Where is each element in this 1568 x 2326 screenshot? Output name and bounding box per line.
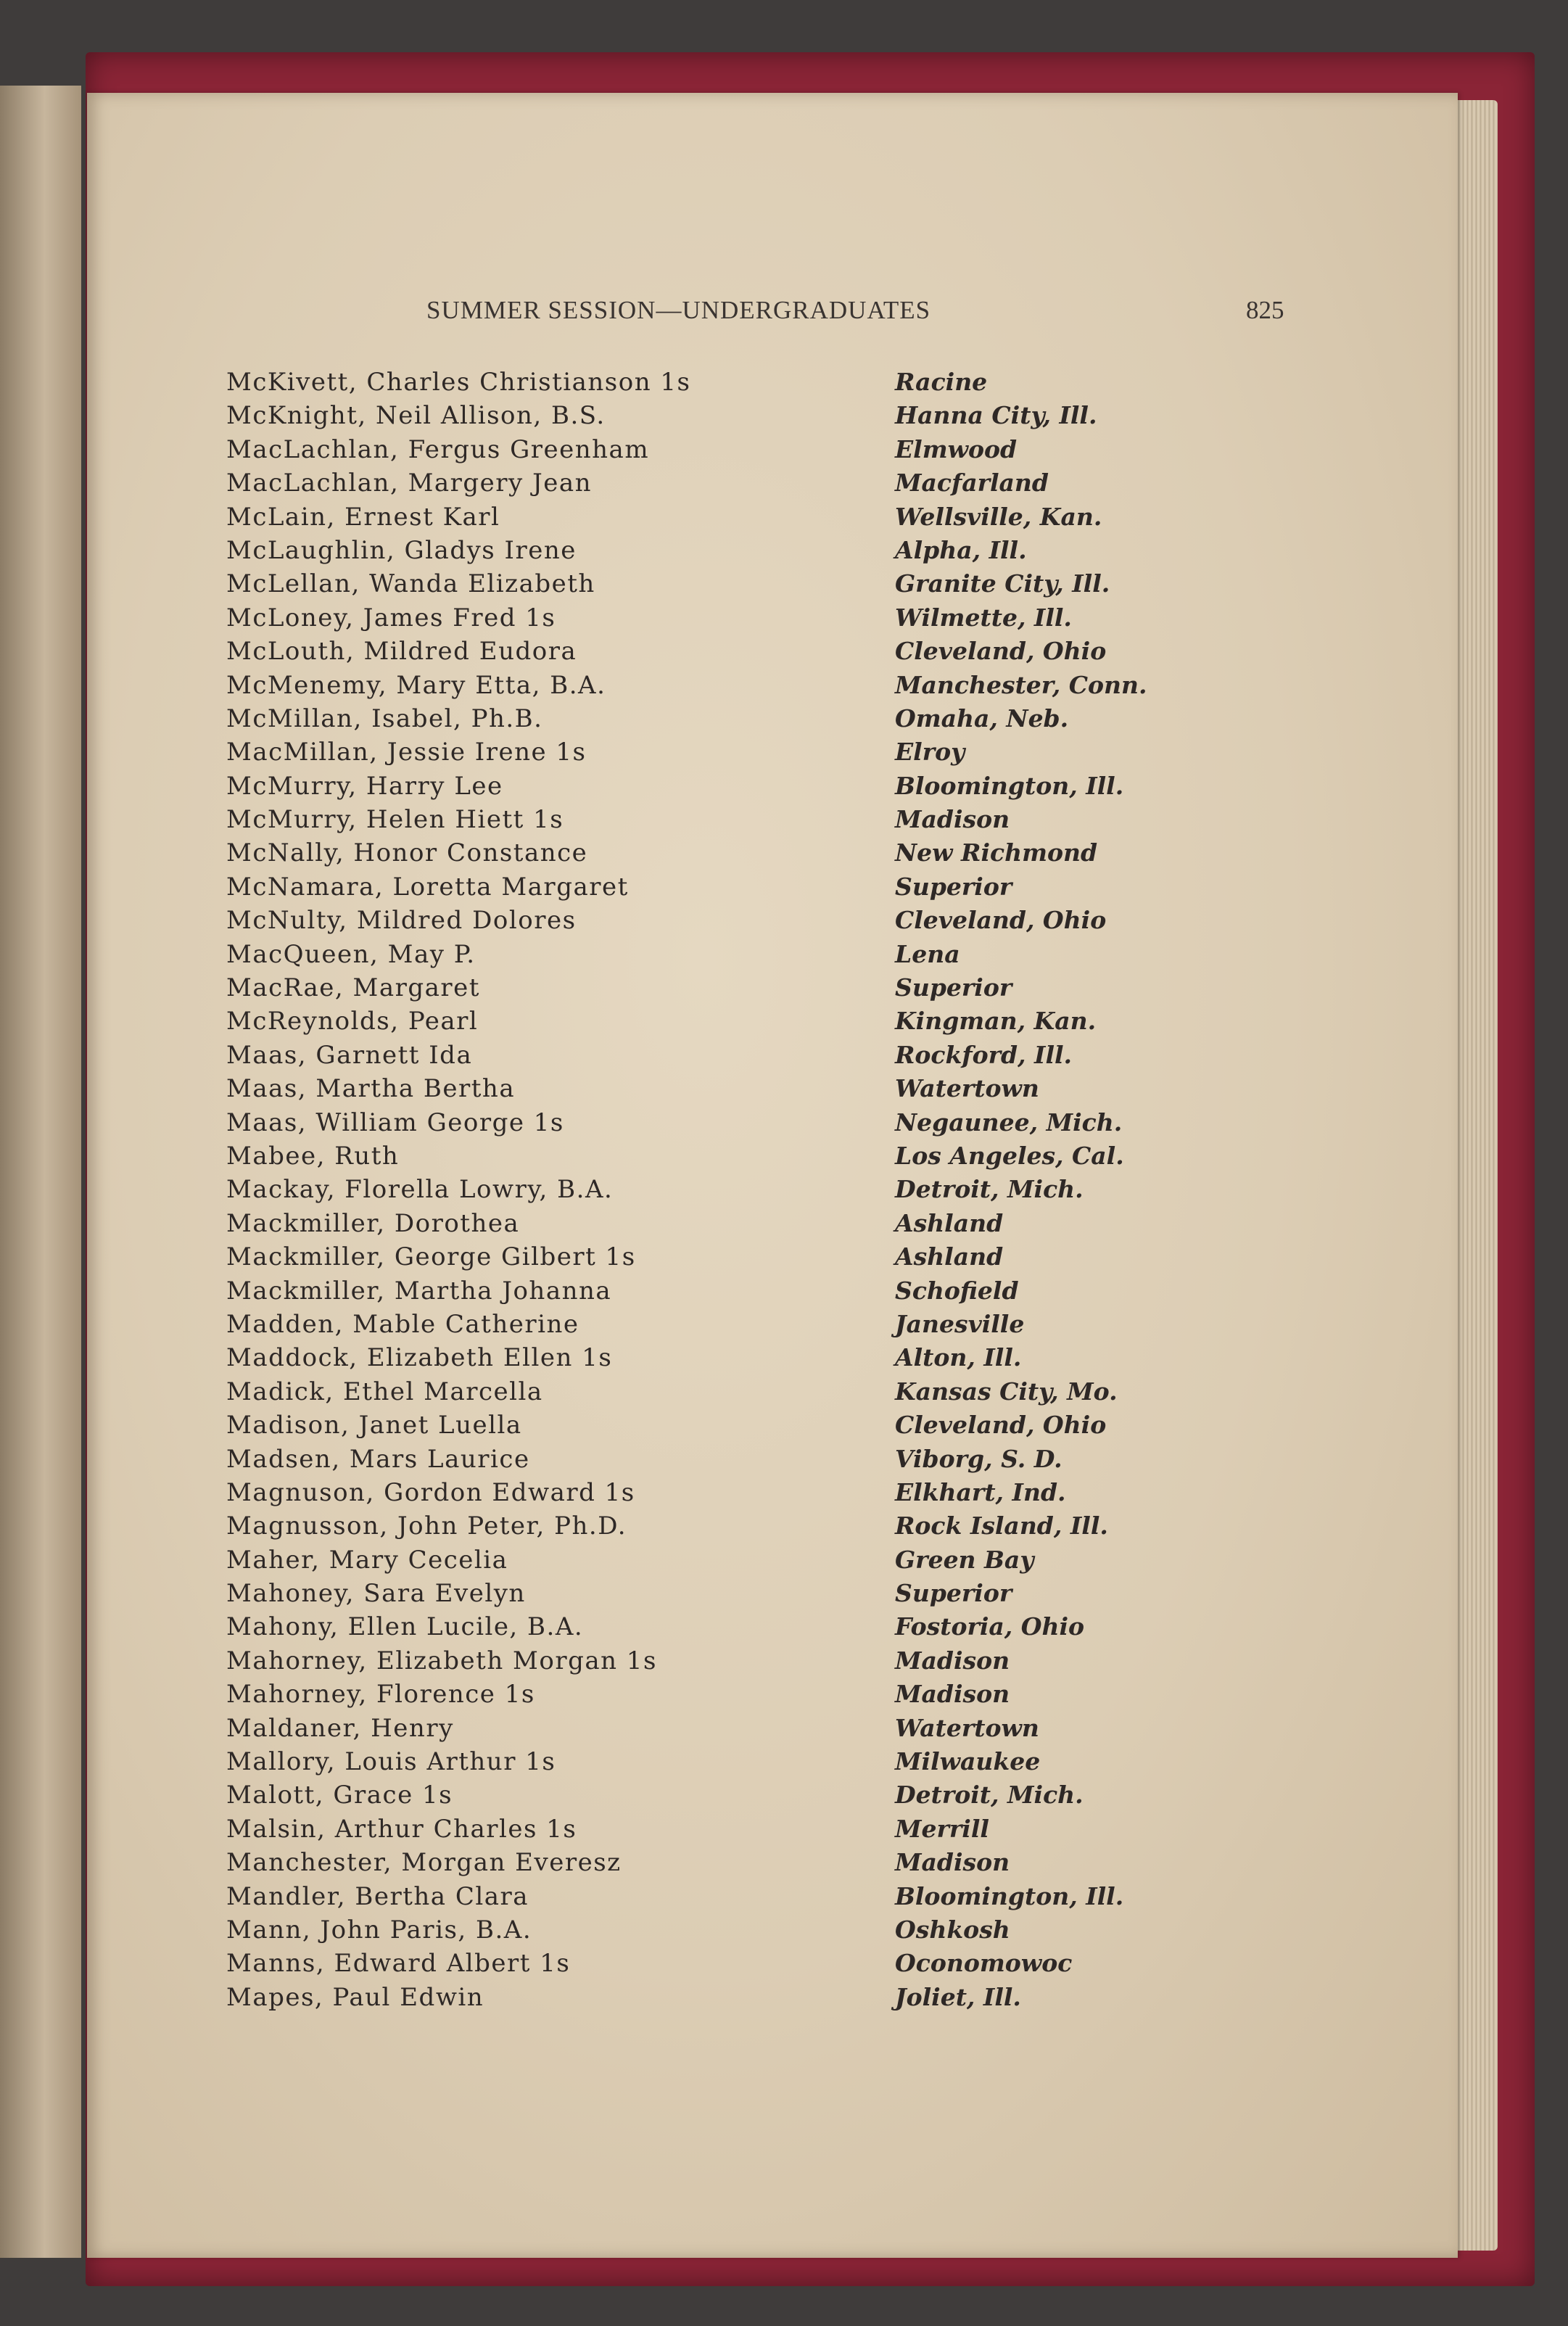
list-item [226,1443,1372,1476]
student-name: McNally, Honor Constance [226,838,588,868]
student-name: Maher, Mary Cecelia [226,1545,508,1575]
hometown: Oconomowoc [895,1949,1073,1978]
student-name: Magnusson, John Peter, Ph.D. [226,1512,627,1541]
list-item [226,1274,1372,1308]
hometown: Alpha, Ill. [895,535,1027,564]
hometown: Cleveland, Ohio [895,637,1107,666]
list-item [226,466,1372,500]
list-item [226,904,1372,937]
hometown: Bloomington, Ill. [895,1881,1124,1910]
hometown: Madison [895,1848,1010,1877]
student-name: Mahony, Ellen Lucile, B.A. [226,1612,584,1642]
list-item [226,1812,1372,1846]
student-name: McKnight, Neil Allison, B.S. [226,401,606,431]
student-name: Maddock, Elizabeth Ellen 1s [226,1343,613,1373]
hometown: Madison [895,1680,1010,1709]
hometown: Rockford, Ill. [895,1040,1073,1069]
entry-list [226,366,1372,2014]
hometown: Schofield [895,1276,1019,1305]
student-name: McMillan, Isabel, Ph.B. [226,704,543,733]
list-item [226,1543,1372,1577]
list-item [226,1173,1372,1206]
list-item [226,1375,1372,1409]
hometown: Elkhart, Ind. [895,1477,1066,1506]
hometown: Omaha, Neb. [895,704,1069,733]
student-name: Mahorney, Florence 1s [226,1680,535,1710]
hometown: Fostoria, Ohio [895,1612,1085,1641]
hometown: Madison [895,805,1010,834]
student-name: Mahorney, Elizabeth Morgan 1s [226,1646,657,1675]
list-item [226,1072,1372,1105]
hometown: Green Bay [895,1545,1034,1574]
list-item [226,1341,1372,1374]
hometown: Kingman, Kan. [895,1007,1097,1036]
list-item [226,1678,1372,1711]
list-item [226,735,1372,769]
list-item [226,1106,1372,1139]
list-item [226,1712,1372,1745]
list-item [226,1409,1372,1442]
student-name: MacLachlan, Fergus Greenham [226,434,650,464]
hometown: Hanna City, Ill. [895,401,1097,430]
hometown: Detroit, Mich. [895,1781,1084,1810]
hometown: Oshkosh [895,1915,1010,1944]
student-name: Maldaner, Henry [226,1713,454,1743]
list-item [226,1913,1372,1947]
student-name: Mackmiller, Martha Johanna [226,1276,612,1306]
list-item [226,1139,1372,1173]
hometown: Elmwood [895,434,1018,463]
hometown: Rock Island, Ill. [895,1512,1108,1541]
student-name: Manchester, Morgan Everesz [226,1848,622,1878]
student-name: McMenemy, Mary Etta, B.A. [226,670,606,700]
hometown: Negaunee, Mich. [895,1108,1123,1137]
hometown: Alton, Ill. [895,1343,1022,1372]
hometown: Joliet, Ill. [895,1982,1021,2011]
hometown: Viborg, S. D. [895,1444,1062,1473]
hometown: Wellsville, Kan. [895,502,1102,531]
student-name: Mackay, Florella Lowry, B.A. [226,1175,614,1205]
facing-page-edge [0,86,81,2258]
list-item [226,399,1372,432]
hometown: Kansas City, Mo. [895,1377,1118,1406]
list-item [226,500,1372,534]
list-item [226,770,1372,803]
list-item [226,702,1372,735]
student-name: Maas, Garnett Ida [226,1040,473,1070]
book-page [87,93,1458,2258]
student-name: MacQueen, May P. [226,939,476,969]
student-name: Mann, John Paris, B.A. [226,1915,532,1944]
hometown: Madison [895,1646,1010,1675]
list-item [226,567,1372,601]
list-item [226,1005,1372,1038]
list-item [226,534,1372,567]
list-item [226,601,1372,635]
hometown: Lena [895,939,960,968]
student-name: Mackmiller, George Gilbert 1s [226,1242,636,1272]
hometown: Los Angeles, Cal. [895,1141,1124,1170]
hometown: Cleveland, Ohio [895,1411,1107,1440]
hometown: Detroit, Mich. [895,1175,1084,1204]
student-name: McLaughlin, Gladys Irene [226,535,577,565]
student-name: Mallory, Louis Arthur 1s [226,1747,556,1777]
student-name: McKivett, Charles Christianson 1s [226,368,691,397]
student-name: Maas, William George 1s [226,1108,564,1137]
student-name: Madden, Mable Catherine [226,1309,579,1339]
list-item [226,1745,1372,1778]
running-head [87,296,1458,339]
hometown: Superior [895,1579,1012,1608]
list-item [226,1846,1372,1879]
list-item [226,669,1372,702]
list-item [226,1644,1372,1678]
student-name: McReynolds, Pearl [226,1007,479,1036]
hometown: Manchester, Conn. [895,670,1147,699]
student-name: McNamara, Loretta Margaret [226,872,629,902]
student-name: Magnuson, Gordon Edward 1s [226,1477,635,1507]
student-name: Mackmiller, Dorothea [226,1208,520,1238]
hometown: Cleveland, Ohio [895,906,1107,935]
list-item [226,1947,1372,1980]
list-item [226,1308,1372,1341]
hometown: Wilmette, Ill. [895,603,1072,632]
student-name: McLoney, James Fred 1s [226,603,556,632]
student-name: McNulty, Mildred Dolores [226,906,577,936]
hometown: Granite City, Ill. [895,569,1110,598]
student-name: Madick, Ethel Marcella [226,1377,543,1406]
hometown: Ashland [895,1242,1004,1271]
student-name: MacRae, Margaret [226,973,480,1003]
student-name: McLouth, Mildred Eudora [226,637,577,667]
hometown: Milwaukee [895,1747,1041,1776]
list-item [226,971,1372,1005]
hometown: Racine [895,368,988,396]
hometown: Bloomington, Ill. [895,771,1124,800]
student-name: Manns, Edward Albert 1s [226,1949,571,1979]
list-item [226,366,1372,399]
student-name: MacMillan, Jessie Irene 1s [226,738,587,767]
student-name: McLellan, Wanda Elizabeth [226,569,595,599]
student-name: Malott, Grace 1s [226,1781,453,1810]
list-item [226,1610,1372,1644]
list-item [226,870,1372,904]
list-item [226,1039,1372,1072]
student-name: Mahoney, Sara Evelyn [226,1579,526,1609]
list-item [226,803,1372,836]
hometown: New Richmond [895,838,1098,867]
hometown: Janesville [895,1309,1025,1338]
student-name: McLain, Ernest Karl [226,502,500,532]
list-item [226,1240,1372,1274]
list-item [226,1207,1372,1240]
hometown: Ashland [895,1208,1004,1237]
running-title: SUMMER SESSION—UNDERGRADUATES [426,296,931,324]
student-name: Malsin, Arthur Charles 1s [226,1814,577,1844]
student-name: Madsen, Mars Laurice [226,1444,530,1474]
student-name: Maas, Martha Bertha [226,1074,516,1104]
hometown: Superior [895,973,1012,1002]
hometown: Elroy [895,738,965,767]
hometown: Watertown [895,1713,1039,1742]
list-item [226,1880,1372,1913]
hometown: Macfarland [895,469,1049,498]
list-item [226,1778,1372,1812]
page-number: 825 [1246,296,1284,324]
hometown: Superior [895,872,1012,901]
list-item [226,1577,1372,1610]
list-item [226,836,1372,870]
list-item [226,938,1372,971]
student-name: Madison, Janet Luella [226,1411,522,1440]
list-item [226,1981,1372,2014]
student-name: McMurry, Helen Hiett 1s [226,805,564,835]
list-item [226,635,1372,668]
student-name: McMurry, Harry Lee [226,771,503,801]
list-item [226,1509,1372,1543]
student-name: Mapes, Paul Edwin [226,1982,484,2012]
student-name: MacLachlan, Margery Jean [226,469,592,498]
hometown: Watertown [895,1074,1039,1103]
hometown: Merrill [895,1814,989,1843]
list-item [226,1476,1372,1509]
list-item [226,433,1372,466]
student-name: Mandler, Bertha Clara [226,1881,529,1911]
student-name: Mabee, Ruth [226,1141,400,1171]
